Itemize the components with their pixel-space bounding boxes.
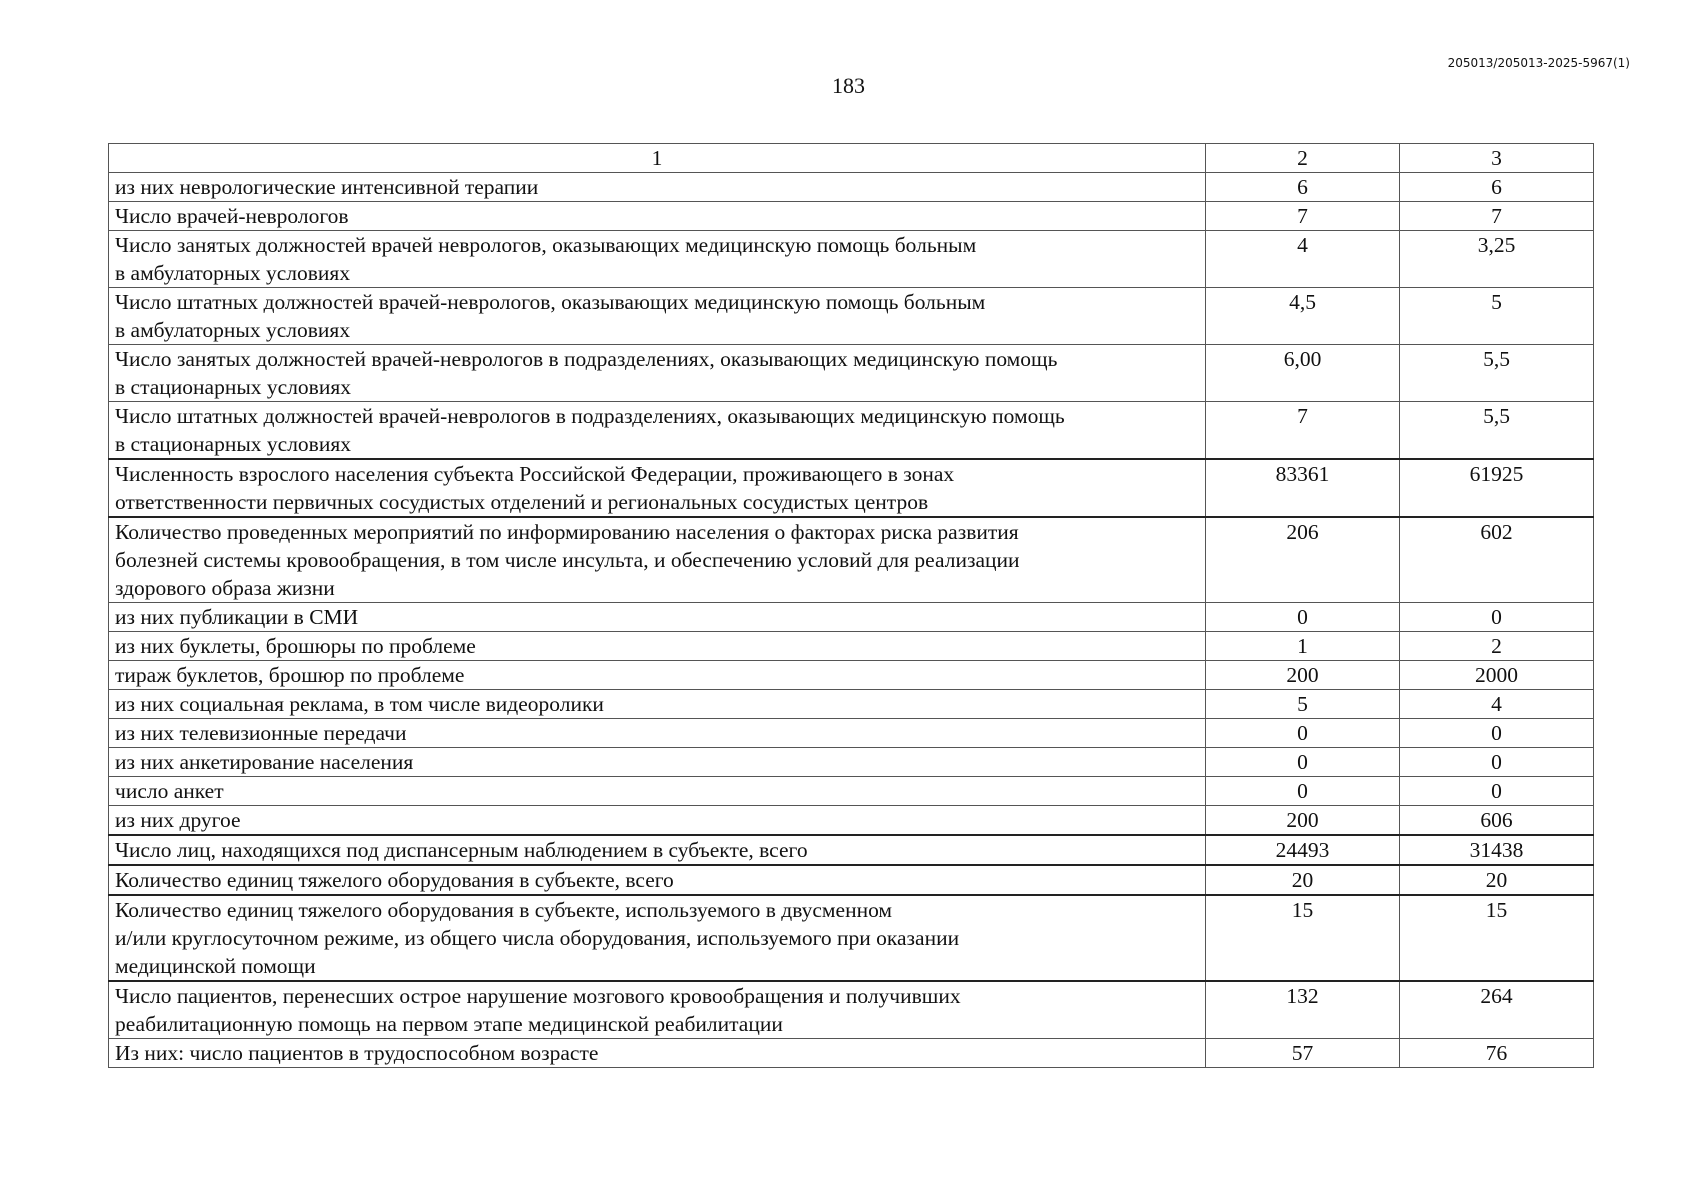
row-label: Число штатных должностей врачей-неврологов в подразделениях, оказывающих медицинскую помощь в стационарных условиях	[109, 402, 1206, 460]
row-value-col2: 0	[1206, 777, 1400, 806]
row-label: Из них: число пациентов в трудоспособном возрасте	[109, 1039, 1206, 1068]
row-value-col3: 15	[1400, 895, 1594, 981]
row-label: Число лиц, находящихся под диспансерным наблюдением в субъекте, всего	[109, 835, 1206, 865]
row-label: Число занятых должностей врачей неврологов, оказывающих медицинскую помощь больным в амбулаторных условиях	[109, 231, 1206, 288]
row-value-col3: 5	[1400, 288, 1594, 345]
row-label: число анкет	[109, 777, 1206, 806]
data-table	[108, 143, 1594, 1068]
table-row	[109, 748, 1594, 777]
row-label: Число занятых должностей врачей-неврологов в подразделениях, оказывающих медицинскую помощь в стационарных условиях	[109, 345, 1206, 402]
row-value-col2: 15	[1206, 895, 1400, 981]
row-label: из них социальная реклама, в том числе видеоролики	[109, 690, 1206, 719]
header-cell-2: 2	[1206, 144, 1400, 173]
row-value-col2: 7	[1206, 402, 1400, 460]
table-row	[109, 777, 1594, 806]
table-row	[109, 632, 1594, 661]
row-value-col2: 4,5	[1206, 288, 1400, 345]
table-row	[109, 202, 1594, 231]
row-label: из них буклеты, брошюры по проблеме	[109, 632, 1206, 661]
row-value-col3: 0	[1400, 603, 1594, 632]
table-row	[109, 865, 1594, 895]
row-value-col3: 264	[1400, 981, 1594, 1039]
header-cell-3: 3	[1400, 144, 1594, 173]
row-value-col3: 0	[1400, 719, 1594, 748]
table-row	[109, 603, 1594, 632]
row-value-col3: 2	[1400, 632, 1594, 661]
document-id: 205013/205013-2025-5967(1)	[1447, 56, 1630, 70]
row-value-col2: 7	[1206, 202, 1400, 231]
row-value-col2: 6	[1206, 173, 1400, 202]
row-value-col3: 0	[1400, 748, 1594, 777]
header-cell-1: 1	[109, 144, 1206, 173]
row-value-col2: 206	[1206, 517, 1400, 603]
row-value-col2: 1	[1206, 632, 1400, 661]
table-row	[109, 661, 1594, 690]
row-value-col2: 200	[1206, 806, 1400, 836]
page-number: 183	[832, 73, 865, 98]
row-value-col3: 602	[1400, 517, 1594, 603]
row-label: из них неврологические интенсивной терапии	[109, 173, 1206, 202]
table-row	[109, 895, 1594, 981]
row-value-col3: 20	[1400, 865, 1594, 895]
table-row	[109, 459, 1594, 517]
table-header-row	[109, 144, 1594, 173]
table-row	[109, 288, 1594, 345]
table-row	[109, 173, 1594, 202]
row-value-col2: 5	[1206, 690, 1400, 719]
row-label: Количество проведенных мероприятий по информированию населения о факторах риска развития болезней системы кровообращения, в том числе инсульта, и обеспечению условий для реализации здорового образа жизни	[109, 517, 1206, 603]
row-value-col2: 6,00	[1206, 345, 1400, 402]
row-label: Количество единиц тяжелого оборудования в субъекте, используемого в двусменном и/или круглосуточном режиме, из общего числа оборудования, используемого при оказании медицинской помощи	[109, 895, 1206, 981]
table-row	[109, 690, 1594, 719]
row-label: Количество единиц тяжелого оборудования в субъекте, всего	[109, 865, 1206, 895]
row-label: тираж буклетов, брошюр по проблеме	[109, 661, 1206, 690]
row-value-col3: 4	[1400, 690, 1594, 719]
row-value-col3: 76	[1400, 1039, 1594, 1068]
row-label: из них анкетирование населения	[109, 748, 1206, 777]
row-value-col3: 5,5	[1400, 402, 1594, 460]
row-value-col2: 83361	[1206, 459, 1400, 517]
row-value-col2: 24493	[1206, 835, 1400, 865]
table-row	[109, 806, 1594, 836]
row-label: из них другое	[109, 806, 1206, 836]
row-label: из них публикации в СМИ	[109, 603, 1206, 632]
row-value-col3: 6	[1400, 173, 1594, 202]
row-label: Численность взрослого населения субъекта Российской Федерации, проживающего в зонах ответственности первичных сосудистых отделений и региональных сосудистых центров	[109, 459, 1206, 517]
table-row	[109, 719, 1594, 748]
row-label: Число пациентов, перенесших острое нарушение мозгового кровообращения и получивших реабилитационную помощь на первом этапе медицинской реабилитации	[109, 981, 1206, 1039]
row-value-col3: 606	[1400, 806, 1594, 836]
row-value-col2: 57	[1206, 1039, 1400, 1068]
row-value-col3: 2000	[1400, 661, 1594, 690]
row-value-col2: 4	[1206, 231, 1400, 288]
table-row	[109, 345, 1594, 402]
row-value-col2: 0	[1206, 719, 1400, 748]
row-label: Число штатных должностей врачей-неврологов, оказывающих медицинскую помощь больным в амбулаторных условиях	[109, 288, 1206, 345]
table-row	[109, 981, 1594, 1039]
row-value-col2: 200	[1206, 661, 1400, 690]
row-value-col3: 61925	[1400, 459, 1594, 517]
row-value-col2: 0	[1206, 603, 1400, 632]
row-value-col2: 132	[1206, 981, 1400, 1039]
table-row	[109, 835, 1594, 865]
row-label: из них телевизионные передачи	[109, 719, 1206, 748]
row-value-col3: 3,25	[1400, 231, 1594, 288]
table-row	[109, 231, 1594, 288]
row-value-col3: 5,5	[1400, 345, 1594, 402]
table-row	[109, 402, 1594, 460]
table-row	[109, 1039, 1594, 1068]
row-value-col3: 7	[1400, 202, 1594, 231]
row-value-col2: 0	[1206, 748, 1400, 777]
row-value-col2: 20	[1206, 865, 1400, 895]
row-value-col3: 31438	[1400, 835, 1594, 865]
row-label: Число врачей-неврологов	[109, 202, 1206, 231]
table-row	[109, 517, 1594, 603]
row-value-col3: 0	[1400, 777, 1594, 806]
